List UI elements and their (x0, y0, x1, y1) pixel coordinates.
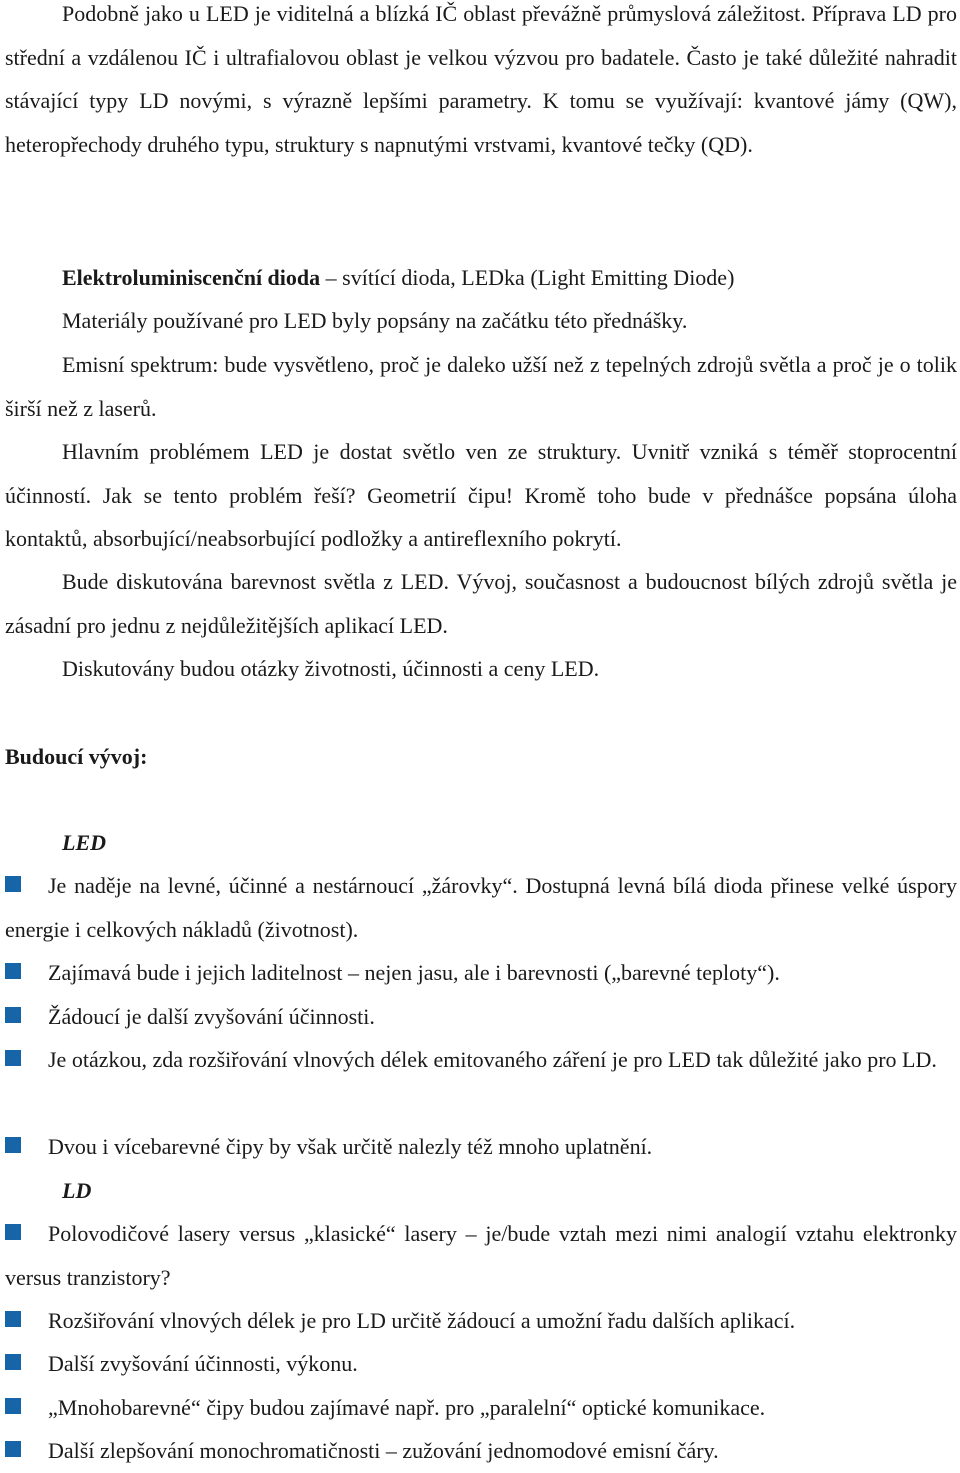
led-bullet-item: Je naděje na levné, účinné a nestárnoucí „žárovky“. Dostupná levná bílá dioda přinese velké úspory energie i celkových nákladů (životnost). (5, 873, 957, 942)
led-paragraph: Materiály používané pro LED byly popsány na začátku této přednášky. (62, 308, 688, 333)
intro-paragraph: Podobně jako u LED je viditelná a blízká IČ oblast převážně průmyslová záležitost. Příprava LD pro střední a vzdálenou IČ i ultrafialovou oblast je velkou výzvou pro badatele. Často je také důležité nahradit stávající typy LD novými, s výrazně lepšími parametry. K tomu se využívají: kvantové jámy (QW), heteropřechody druhého typu, struktury s napnutými vrstvami, kvantové tečky (QD). (5, 1, 957, 157)
square-bullet-icon (5, 1398, 21, 1414)
ld-bullet-item: „Mnohobarevné“ čipy budou zajímavé např. pro „paralelní“ optické komunikace. (5, 1386, 957, 1430)
led-paragraph: Bude diskutována barevnost světla z LED. Vývoj, současnost a budoucnost bílých zdrojů světla je zásadní pro jednu z nejdůležitějších aplikací LED. (5, 569, 957, 638)
square-bullet-icon (5, 1137, 21, 1153)
led-term: Elektroluminiscenční dioda (62, 265, 321, 290)
square-bullet-icon (5, 1050, 21, 1066)
square-bullet-icon (5, 876, 21, 892)
ld-subheading: LD (62, 1178, 92, 1203)
led-paragraph: Hlavním problémem LED je dostat světlo ven ze struktury. Uvnitř vzniká s téměř stoprocentní účinností. Jak se tento problém řeší? Geometrií čipu! Kromě toho bude v přednášce popsána úloha kontaktů, absorbující/neabsorbující podložky a antireflexního pokrytí. (5, 439, 957, 551)
future-heading: Budoucí vývoj: (5, 744, 148, 769)
square-bullet-icon (5, 1224, 21, 1240)
ld-bullet-item: Další zvyšování účinnosti, výkonu. (5, 1342, 957, 1386)
ld-bullet-item: Další zlepšování monochromatičnosti – zužování jednomodové emisní čáry. (5, 1429, 957, 1473)
led-bullet-item: Zajímavá bude i jejich laditelnost – nejen jasu, ale i barevnosti („barevné teploty“). (5, 951, 957, 995)
square-bullet-icon (5, 1354, 21, 1370)
led-paragraph: Emisní spektrum: bude vysvětleno, proč je daleko užší než z tepelných zdrojů světla a proč je o tolik širší než z laserů. (5, 352, 957, 421)
ld-bullet-item: Rozšiřování vlnových délek je pro LD určitě žádoucí a umožní řadu dalších aplikací. (5, 1299, 957, 1343)
led-definition: – svítící dioda, LEDka (Light Emitting Diode) (325, 265, 735, 290)
square-bullet-icon (5, 1007, 21, 1023)
led-bullet-item: Dvou i vícebarevné čipy by však určitě nalezly též mnoho uplatnění. (5, 1125, 957, 1169)
led-bullet-item: Žádoucí je další zvyšování účinnosti. (5, 995, 957, 1039)
led-subheading: LED (62, 830, 106, 855)
square-bullet-icon (5, 963, 21, 979)
led-bullet-item: Je otázkou, zda rozšiřování vlnových délek emitovaného záření je pro LED tak důležité jako pro LD. (5, 1038, 957, 1082)
square-bullet-icon (5, 1441, 21, 1457)
square-bullet-icon (5, 1311, 21, 1327)
led-definition-paragraph (5, 256, 957, 300)
ld-bullet-item: Polovodičové lasery versus „klasické“ lasery – je/bude vztah mezi nimi analogií vztahu elektronky versus tranzistory? (5, 1221, 957, 1290)
led-paragraph: Diskutovány budou otázky životnosti, účinnosti a ceny LED. (62, 656, 600, 681)
